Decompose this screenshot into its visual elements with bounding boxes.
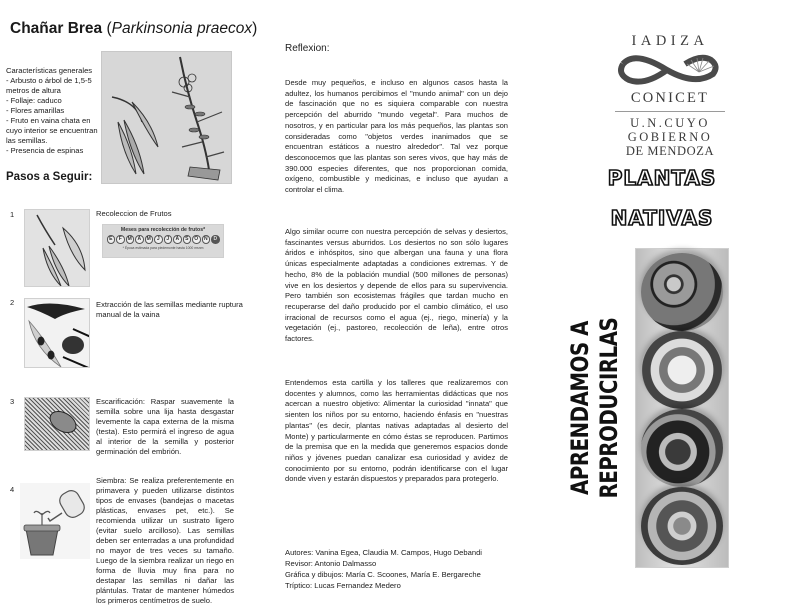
common-name: Chañar Brea bbox=[10, 20, 103, 37]
step-number: 1 bbox=[10, 210, 15, 219]
characteristic-item: - Flores amarillas bbox=[6, 106, 65, 115]
pods-drawing-icon bbox=[25, 210, 90, 287]
logo-divider bbox=[615, 111, 725, 112]
step-text: Recoleccion de Frutos bbox=[96, 209, 172, 218]
slogan-line-1: APRENDAMOS A bbox=[566, 321, 594, 495]
step-text: Escarificación: Raspar suavemente la semilla sobre una lija hasta desgastar levemente la capa externa de la misma (testa). Esto permirá el ingreso de agua al interior de la semilla y posterior germinación del embrión. bbox=[96, 397, 234, 456]
month-chip: O bbox=[192, 235, 201, 244]
credits bbox=[285, 547, 482, 591]
paren-close: ) bbox=[252, 20, 258, 37]
cover-title-nativas: NATIVAS bbox=[610, 206, 714, 230]
branch-drawing-icon bbox=[102, 52, 233, 185]
species-title bbox=[10, 20, 257, 38]
month-chip: A bbox=[135, 235, 144, 244]
credit-line: Tríptico: Lucas Fernandez Medero bbox=[285, 581, 401, 590]
harvest-calendar-title: Meses para recolección de frutos* bbox=[120, 227, 206, 233]
infinity-sun-logo-icon bbox=[615, 52, 725, 88]
plant-photo-4 bbox=[641, 487, 723, 565]
vertical-slogan bbox=[566, 252, 630, 564]
slogan-line-2: REPRODUCIRLAS bbox=[595, 317, 623, 499]
month-chip: J bbox=[154, 235, 163, 244]
step-image-sowing bbox=[20, 483, 90, 559]
month-chip: D bbox=[211, 235, 220, 244]
step-image-pods bbox=[24, 209, 90, 287]
month-chip: M bbox=[126, 235, 135, 244]
step-text: Siembra: Se realiza preferentemente en primavera y pueden utilizarse distintos tipos de envases (bandejas o macetas plásticas, envases pet, etc.). Se recomienda utilizar un sustrato ligero (evitar suelo arcilloso). Las semillas deben ser enterradas a una profundidad no mayor de tres veces su tamaño. Luego de la siembra realizar un riego en forma de lluvia muy fina para no destapar las semillas ni dañar las plántulas. Tratar de mantener húmedos los primeros centímetros de suelo. bbox=[96, 476, 234, 605]
institution-logo bbox=[605, 33, 735, 158]
month-chip: S bbox=[183, 235, 192, 244]
characteristic-item: - Follaje: caduco bbox=[6, 96, 62, 105]
logo-conicet: CONICET bbox=[630, 90, 710, 106]
characteristic-item: - Arbusto o árbol de 1,5-5 metros de altura bbox=[6, 76, 92, 95]
reflection-paragraph: Algo similar ocurre con nuestra percepción de selvas y desiertos, fascinantes versus aburridos. Los desiertos no son sólo lugares áridos e inhóspitos, sino que albergan una fauna y una flora únicas especialmente adaptadas a condiciones extremas. Y de hecho, 8% de la población mundial (500 millones de personas) vive en los desiertos y depende de ellos para su supervivencia. Pero también son ecosistemas frágiles que tardan mucho en recuperarse del daño producido por el cambio climático, el uso irracional de recursos como el agua (ej., riego, minería) y la vegetación (ej., pastoreo, recolección de leña), entre otros factores. bbox=[285, 227, 508, 344]
plant-photo-1 bbox=[641, 253, 723, 331]
credit-line: Revisor: Antonio Dalmasso bbox=[285, 559, 377, 568]
month-chip: M bbox=[145, 235, 154, 244]
characteristics-heading: Características generales bbox=[6, 66, 93, 75]
step-number: 4 bbox=[10, 485, 15, 494]
harvest-calendar-note: * Época estimada para piedemonte hasta 1000 msnm bbox=[122, 245, 204, 250]
reflection-title: Reflexion: bbox=[285, 43, 330, 54]
sandpaper-seed-icon bbox=[25, 398, 90, 451]
plant-photo-3 bbox=[641, 409, 723, 487]
steps-heading: Pasos a Seguir: bbox=[6, 171, 93, 183]
month-chip: A bbox=[173, 235, 182, 244]
month-chip: F bbox=[116, 235, 125, 244]
characteristics-list bbox=[6, 66, 102, 156]
credit-line: Gráfica y dibujos: María C. Scoones, María E. Bergareche bbox=[285, 570, 481, 579]
scientific-name: Parkinsonia praecox bbox=[111, 20, 253, 37]
harvest-calendar bbox=[102, 224, 224, 258]
month-chip: J bbox=[164, 235, 173, 244]
characteristic-item: - Fruto en vaina chata en cuyo interior se encuentran las semillas. bbox=[6, 116, 98, 145]
step-image-open-pod bbox=[24, 298, 90, 368]
step-text: Extracción de las semillas mediante ruptura manual de la vaina bbox=[96, 300, 243, 319]
credit-line: Autores: Vanina Egea, Claudia M. Campos, Hugo Debandi bbox=[285, 548, 482, 557]
logo-mendoza: DE MENDOZA bbox=[625, 144, 715, 158]
plant-branch-illustration bbox=[101, 51, 232, 184]
characteristic-item: - Presencia de espinas bbox=[6, 146, 84, 155]
step-number: 2 bbox=[10, 298, 15, 307]
month-chip: N bbox=[202, 235, 211, 244]
paren-open: ( bbox=[106, 20, 112, 37]
months-row bbox=[103, 235, 223, 244]
logo-uncuyo: U.N.CUYO bbox=[630, 116, 710, 130]
reflection-paragraph: Desde muy pequeños, e incluso en algunos casos hasta la adultez, los humanos percibimos el "mundo animal" con un dejo de fascinación que no es siquiera comparable con nuestra percepción del aburrido "mundo vegetal". Para muchos de nosotros, y en particular para los más pequeños, las plantas son consideradas como "objetos verdes inanimados que se encuentran estáticos a nuestro alrededor". Tal vez porque desconocemos que las plantas son seres vivos, que hay más de 390.000 especies diferentes, que nos proporcionan comida, oxígeno, combustible y medicinas, e incluso que ayudan a controlar el clima. bbox=[285, 78, 508, 195]
plant-photo-strip bbox=[635, 248, 729, 568]
logo-iadiza: IADIZA bbox=[631, 33, 709, 49]
month-chip: E bbox=[107, 235, 116, 244]
reflection-paragraph: Entendemos esta cartilla y los talleres que realizaremos con docentes y alumnos, como las herramientas didácticas que nos acercan a nuestro objetivo: Alimentar la curiosidad "innata" que sienten los niños por su entorno, haciendo énfasis en "nuestras plantas" (es decir, plantas nativas adaptadas al desierto del Monte) y particularmente en cómo éstas se reproducen. Partimos de la premisa que en la medida que generemos espacios donde niños y jóvenes puedan canalizar esa curiosidad y avidez de conocimiento por su entorno, podrán identificarse con el lugar donde viven y estarán dispuestos y preparados para protegerlo. bbox=[285, 378, 508, 484]
watering-can-pot-icon bbox=[20, 483, 90, 559]
step-image-sandpaper bbox=[24, 397, 90, 451]
cover-title-plantas: PLANTAS bbox=[607, 166, 717, 190]
plant-photo-2 bbox=[641, 331, 723, 409]
step-number: 3 bbox=[10, 397, 15, 406]
open-pod-seed-icon bbox=[25, 299, 90, 368]
logo-gobierno: GOBIERNO bbox=[627, 130, 713, 144]
